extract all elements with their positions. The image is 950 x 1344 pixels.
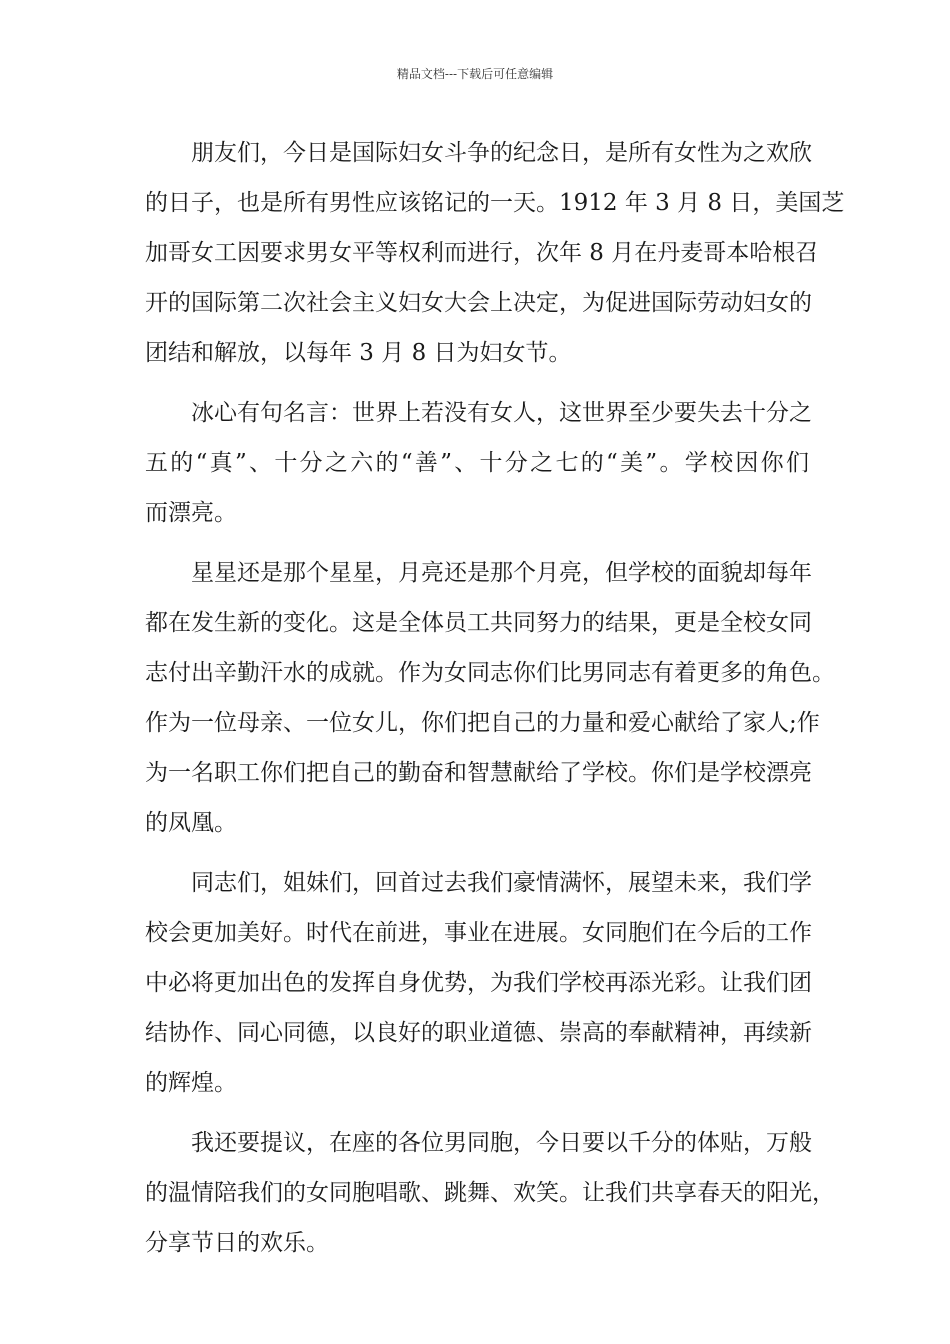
paragraph-line: 校会更加美好。时代在前进，事业在进展。女同胞们在今后的工作 [145,920,812,946]
paragraph-line: 而漂亮。 [145,500,237,526]
paragraph-line: 开的国际第二次社会主义妇女大会上决定，为促进国际劳动妇女的 [145,290,812,316]
paragraph-line: 作为一位母亲、一位女儿，你们把自己的力量和爱心献给了家人;作 [145,710,820,736]
paragraph-line: 我还要提议，在座的各位男同胞，今日要以千分的体贴，万般 [191,1130,812,1156]
paragraph-line: 五的“真”、十分之六的“善”、十分之七的“美”。学校因你们 [145,450,809,476]
paragraph-line: 分享节日的欢乐。 [145,1230,329,1256]
page-header: 精品文档---下载后可任意编辑 [396,67,554,81]
document-body [145,128,845,1278]
paragraph [145,388,812,538]
paragraph-line: 的温情陪我们的女同胞唱歌、跳舞、欢笑。让我们共享春天的阳光， [145,1180,835,1206]
paragraph [145,1118,835,1268]
paragraph-line: 星星还是那个星星，月亮还是那个月亮，但学校的面貌却每年 [191,560,812,586]
paragraph-line: 的日子，也是所有男性应该铭记的一天。1912 年 3 月 8 日，美国芝 [145,190,845,216]
paragraph-line: 同志们，姐妹们，回首过去我们豪情满怀，展望未来，我们学 [191,870,812,896]
paragraph-line: 中必将更加出色的发挥自身优势，为我们学校再添光彩。让我们团 [145,970,812,996]
paragraph [145,548,835,848]
paragraph-line: 都在发生新的变化。这是全体员工共同努力的结果，更是全校女同 [145,610,812,636]
paragraph-line: 加哥女工因要求男女平等权利而进行，次年 8 月在丹麦哥本哈根召 [145,240,819,266]
paragraph-line: 团结和解放，以每年 3 月 8 日为妇女节。 [145,340,572,366]
paragraph-line: 的辉煌。 [145,1070,237,1096]
paragraph [145,128,845,378]
paragraph [145,858,812,1108]
paragraph-line: 的凤凰。 [145,810,237,836]
paragraph-line: 冰心有句名言：世界上若没有女人，这世界至少要失去十分之 [191,400,812,426]
paragraph-line: 为一名职工你们把自己的勤奋和智慧献给了学校。你们是学校漂亮 [145,760,812,786]
paragraph-line: 结协作、同心同德，以良好的职业道德、崇高的奉献精神，再续新 [145,1020,812,1046]
paragraph-line: 志付出辛勤汗水的成就。作为女同志你们比男同志有着更多的角色。 [145,660,835,686]
paragraph-line: 朋友们，今日是国际妇女斗争的纪念日，是所有女性为之欢欣 [191,140,812,166]
